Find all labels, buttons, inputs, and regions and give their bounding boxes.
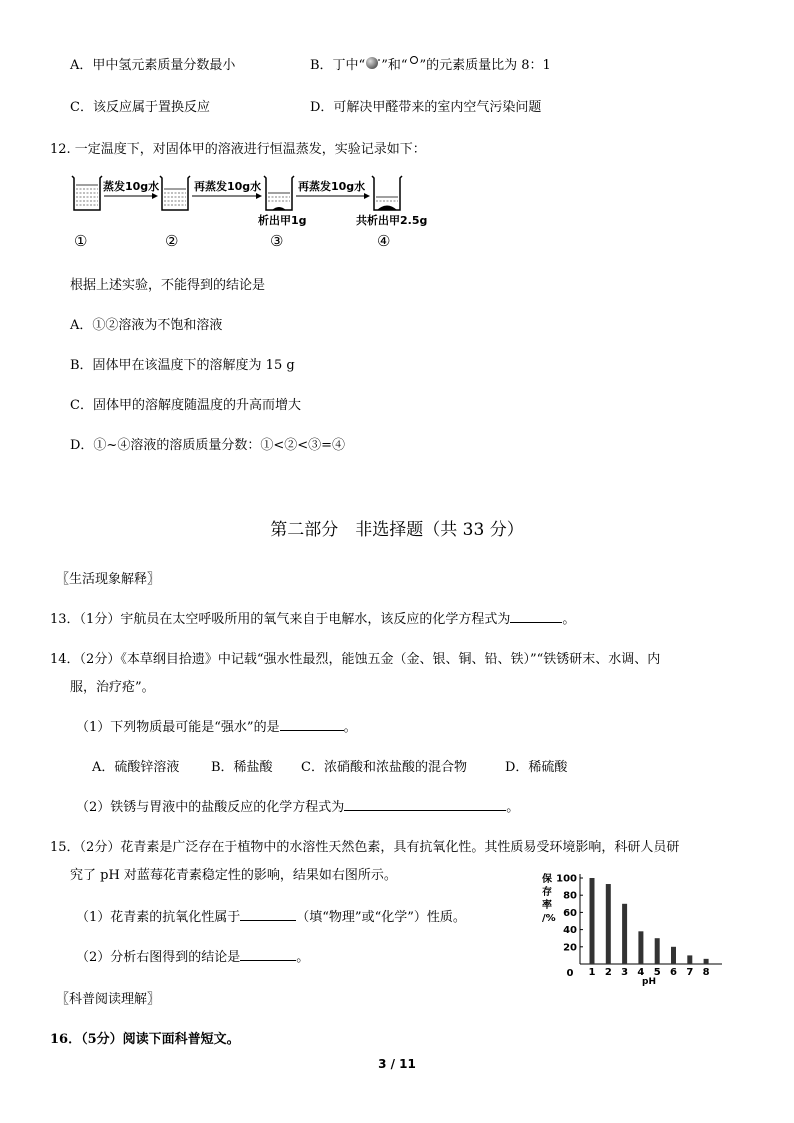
beaker-label-2: ② bbox=[165, 232, 179, 250]
q15-sub-2-end: 。 bbox=[296, 950, 310, 965]
q11-option-b-mid: ”和“ bbox=[381, 58, 408, 73]
q12-option-d: D．①~④溶液的溶质质量分数：①<②<③=④ bbox=[70, 438, 345, 453]
note-4: 共析出甲2.5g bbox=[356, 214, 428, 227]
q14-option-d: D．稀硫酸 bbox=[505, 760, 568, 775]
beaker-label-3: ③ bbox=[270, 232, 284, 250]
q14-sub-1-end: 。 bbox=[343, 720, 357, 735]
y-tick-label: 100 bbox=[556, 873, 577, 885]
q15-sub-1 bbox=[76, 906, 466, 925]
bar bbox=[687, 955, 692, 964]
beaker-4 bbox=[372, 176, 402, 210]
q13-end: 。 bbox=[562, 612, 576, 627]
y-tick-label: 40 bbox=[563, 925, 577, 937]
y-axis-label-char-3: 率 bbox=[542, 900, 552, 911]
step-3-label: 再蒸发10g水 bbox=[298, 180, 366, 193]
y-axis-label-char-4: /% bbox=[542, 913, 556, 924]
page-number: 3 / 11 bbox=[378, 1057, 416, 1071]
x-tick-label: 4 bbox=[637, 967, 645, 978]
category-science-reading: 〖科普阅读理解〗 bbox=[56, 992, 161, 1007]
bar bbox=[704, 959, 709, 964]
q15-sub-1-end: （填“物理”或“化学”）性质。 bbox=[296, 910, 466, 925]
q15-line-2: 究了 pH 对蓝莓花青素稳定性的影响，结果如右图所示。 bbox=[70, 868, 397, 883]
q14-option-a: A．硫酸锌溶液 bbox=[92, 760, 180, 775]
q11-option-c: C．该反应属于置换反应 bbox=[70, 100, 210, 115]
molecule-atom-small-icon bbox=[408, 55, 420, 69]
x-tick-label: 2 bbox=[604, 967, 612, 978]
q15-sub-1-blank[interactable] bbox=[240, 907, 296, 921]
bar bbox=[655, 938, 660, 964]
q13 bbox=[50, 608, 575, 627]
category-life-phenomena: 〖生活现象解释〗 bbox=[56, 572, 161, 587]
beaker-label-1: ① bbox=[74, 232, 88, 250]
q12-stem: 12. 一定温度下，对固体甲的溶液进行恒温蒸发，实验记录如下： bbox=[50, 142, 426, 157]
x-tick-label: 3 bbox=[621, 967, 629, 978]
y-tick-label: 80 bbox=[563, 890, 577, 902]
ph-stability-chart bbox=[538, 868, 728, 986]
q15-sub-1-text: （1）花青素的抗氧化性属于 bbox=[76, 910, 241, 925]
note-3: 析出甲1g bbox=[258, 214, 307, 227]
y-tick-label: 20 bbox=[563, 942, 577, 954]
bar bbox=[622, 904, 627, 964]
q12-option-b: B．固体甲在该温度下的溶解度为 15 g bbox=[70, 358, 295, 373]
q11-option-b-prefix: B．丁中“ bbox=[310, 58, 366, 73]
part-2-title: 第二部分 非选择题（共 33 分） bbox=[270, 520, 524, 540]
x-tick-label: 5 bbox=[653, 967, 661, 978]
beaker-3 bbox=[264, 176, 294, 210]
q11-option-b-suffix: ”的元素质量比为 8：1 bbox=[419, 58, 551, 73]
y-axis-label-char-2: 存 bbox=[542, 887, 552, 898]
q11-option-d: D．可解决甲醛带来的室内空气污染问题 bbox=[310, 100, 542, 115]
step-2-label: 再蒸发10g水 bbox=[194, 180, 262, 193]
y-axis-label-char-1: 保 bbox=[542, 874, 552, 885]
q14-line-2: 服，治疗疮”。 bbox=[70, 680, 155, 695]
q14-sub-2-blank[interactable] bbox=[344, 797, 506, 811]
q11-option-a: A．甲中氢元素质量分数最小 bbox=[70, 58, 236, 73]
evaporation-diagram bbox=[60, 168, 460, 252]
q15-sub-2-text: （2）分析右图得到的结论是 bbox=[76, 950, 241, 965]
q14-option-c: C．浓硝酸和浓盐酸的混合物 bbox=[301, 760, 467, 775]
q14-sub-2-text: （2）铁锈与胃液中的盐酸反应的化学方程式为 bbox=[76, 800, 345, 815]
q12-option-a: A．①②溶液为不饱和溶液 bbox=[70, 318, 223, 333]
q14-option-b: B．稀盐酸 bbox=[211, 760, 273, 775]
x-axis-label: pH bbox=[642, 977, 657, 986]
beaker-label-4: ④ bbox=[377, 232, 391, 250]
q15-sub-2 bbox=[76, 946, 309, 965]
q16-text: 16．（5分）阅读下面科普短文。 bbox=[50, 1032, 240, 1047]
q14-sub-1 bbox=[76, 716, 357, 735]
q14-sub-1-blank[interactable] bbox=[280, 717, 344, 731]
q14-sub-2-end: 。 bbox=[506, 800, 520, 815]
q15-sub-2-blank[interactable] bbox=[240, 947, 296, 961]
beaker-2 bbox=[160, 176, 190, 210]
origin-label: 0 bbox=[566, 968, 574, 979]
q14-sub-2 bbox=[76, 796, 519, 815]
molecule-atom-large-icon bbox=[365, 56, 381, 70]
q13-answer-blank[interactable] bbox=[510, 609, 562, 623]
q14-sub-1-text: （1）下列物质最可能是“强水”的是 bbox=[76, 720, 280, 735]
q12-option-c: C．固体甲的溶解度随温度的升高而增大 bbox=[70, 398, 301, 413]
step-1-label: 蒸发10g水 bbox=[103, 180, 160, 193]
q13-text: 13．（1分）宇航员在太空呼吸所用的氧气来自于电解水，该反应的化学方程式为 bbox=[50, 612, 511, 627]
q12-conclusion: 根据上述实验，不能得到的结论是 bbox=[70, 278, 266, 293]
bar bbox=[638, 931, 643, 964]
q14-line-1: 14．（2分）《本草纲目拾遗》中记载“强水性最烈，能蚀五金（金、银、铜、铅、铁）”“铁锈研末、水调、内 bbox=[50, 652, 661, 667]
y-tick-label: 60 bbox=[563, 907, 577, 919]
bar bbox=[590, 878, 595, 964]
x-tick-label: 8 bbox=[702, 967, 710, 978]
beaker-1 bbox=[72, 176, 102, 210]
x-tick-label: 7 bbox=[686, 967, 694, 978]
bar bbox=[671, 947, 676, 964]
bar bbox=[606, 884, 611, 964]
q15-line-1: 15．（2分）花青素是广泛存在于植物中的水溶性天然色素，具有抗氧化性。其性质易受环境影响，科研人员研 bbox=[50, 840, 680, 855]
x-tick-label: 1 bbox=[588, 967, 596, 978]
x-tick-label: 6 bbox=[670, 967, 677, 978]
q11-option-b bbox=[310, 54, 551, 73]
